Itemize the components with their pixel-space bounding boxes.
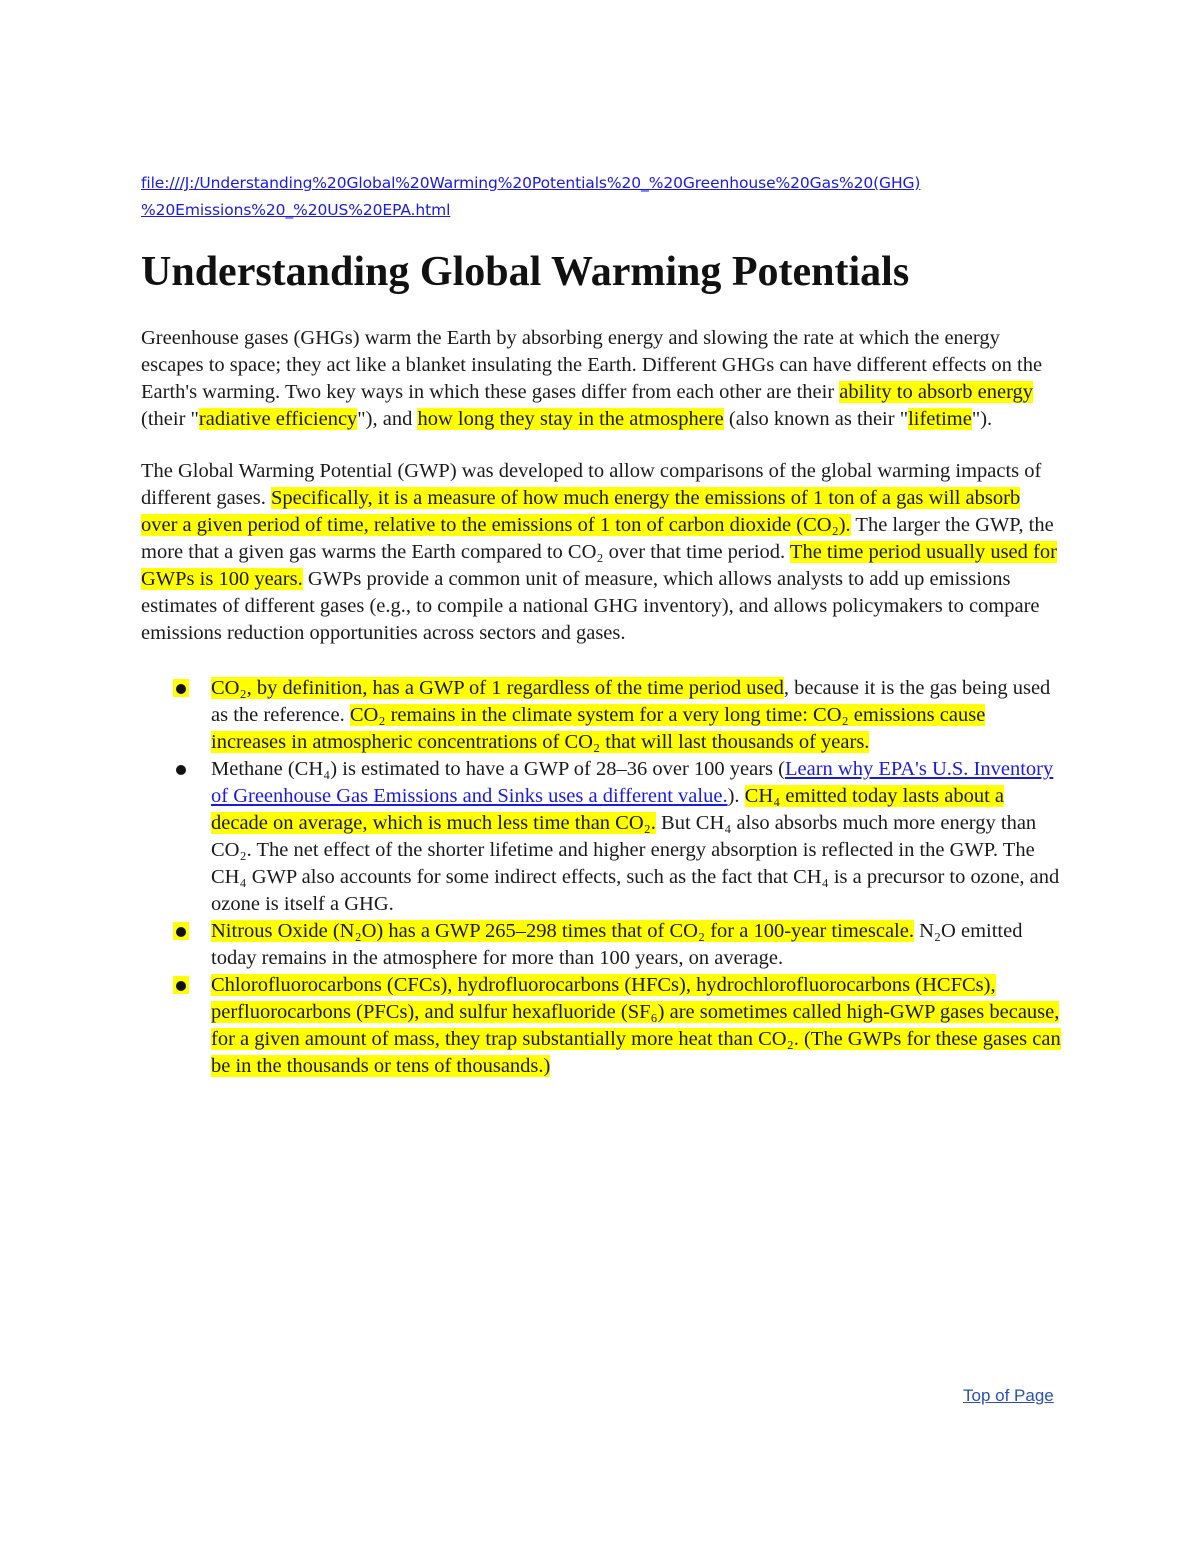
text-run: (their " [141,408,199,430]
list-item-high-gwp-gases [141,972,1061,1080]
document-page [141,170,1061,1080]
text-run: N₂O emitted today remains in the atmosphere for more than 100 years, on average. [211,920,1023,969]
page-title: Understanding Global Warming Potentials [141,249,910,295]
file-path-line-1[interactable]: file:///J:/Understanding%20Global%20Warming%20Potentials%20_%20Greenhouse%20Gas%20(GHG) [141,174,921,192]
highlighted-text: how long they stay in the atmosphere [417,408,724,430]
gas-bullet-list [141,675,1061,1080]
bullet-dot-icon [176,981,186,991]
list-item-methane [141,756,1061,918]
highlighted-text: ability to absorb energy [839,381,1034,403]
gwp-paragraph [141,458,1061,647]
text-run: The Global Warming Potential (GWP) was developed to allow comparisons of the global warming impacts of different gases. [141,460,1042,509]
list-item-co2 [141,675,1061,756]
highlighted-text: CH₄ emitted today lasts about a decade on average, which is much less time than CO₂. [211,785,1005,834]
text-run: , because it is the gas being used as the reference. [211,677,1051,726]
intro-paragraph [141,325,1061,433]
highlighted-text: radiative efficiency [198,408,358,430]
highlighted-text: Chlorofluorocarbons (CFCs), hydrofluorocarbons (HFCs), hydrochlorofluorocarbons (HCFCs), perfluorocarbons (PFCs), and sulfur hexafluoride (SF₆) are sometimes called high-GWP gases because, for a given amount of mass, they trap substantially more heat than CO₂. (The GWPs for these gases can be in the thousands or tens of thousands.) [211,974,1061,1077]
text-run: Methane (CH₄) is estimated to have a GWP of 28–36 over 100 years ( [211,758,785,780]
text-run: (also known as their " [723,408,909,430]
text-run: The larger the GWP, the more that a given gas warms the Earth compared to CO₂ over that time period. [141,514,1054,563]
highlighted-text: CO₂, by definition, has a GWP of 1 regardless of the time period used [211,677,784,699]
highlighted-text: lifetime [908,408,972,430]
bullet-dot-icon [176,765,186,775]
list-item-nitrous-oxide [141,918,1061,972]
highlighted-text: Specifically, it is a measure of how much energy the emissions of 1 ton of a gas will absorb over a given period of time, relative to the emissions of 1 ton of carbon dioxide (CO₂). [141,487,1021,536]
text-run: "), and [357,408,418,430]
text-run: ). [727,785,745,807]
epa-inventory-link[interactable]: Learn why EPA's U.S. Inventory of Greenhouse Gas Emissions and Sinks uses a different value. [211,758,1054,807]
top-of-page-link[interactable]: Top of Page [963,1386,1054,1405]
file-path-link[interactable] [141,170,1061,224]
highlighted-text: The time period usually used for GWPs is 100 years. [141,541,1057,590]
text-run: "). [971,408,993,430]
highlighted-text: CO₂ remains in the climate system for a very long time: CO₂ emissions cause increases in atmospheric concentrations of CO₂ that will last thousands of years. [211,704,986,753]
text-run: GWPs provide a common unit of measure, which allows analysts to add up emissions estimates of different gases (e.g., to compile a national GHG inventory), and allows policymakers to compare emissions reduction opportunities across sectors and gases. [141,568,1040,644]
file-path-line-2[interactable]: %20Emissions%20_%20US%20EPA.html [141,201,451,219]
bullet-dot-icon [176,684,186,694]
text-run: Greenhouse gases (GHGs) warm the Earth by absorbing energy and slowing the rate at which the energy escapes to space; they act like a blanket insulating the Earth. Different GHGs can have different effects on the Earth's warming. Two key ways in which these gases differ from each other are their [141,327,1043,403]
text-run: But CH₄ also absorbs much more energy than CO₂. The net effect of the shorter lifetime and higher energy absorption is reflected in the GWP. The CH₄ GWP also accounts for some indirect effects, such as the fact that CH₄ is a precursor to ozone, and ozone is itself a GHG. [211,812,1060,915]
highlighted-text: Nitrous Oxide (N₂O) has a GWP 265–298 times that of CO₂ for a 100-year timescale. [211,920,914,942]
bullet-dot-icon [176,927,186,937]
